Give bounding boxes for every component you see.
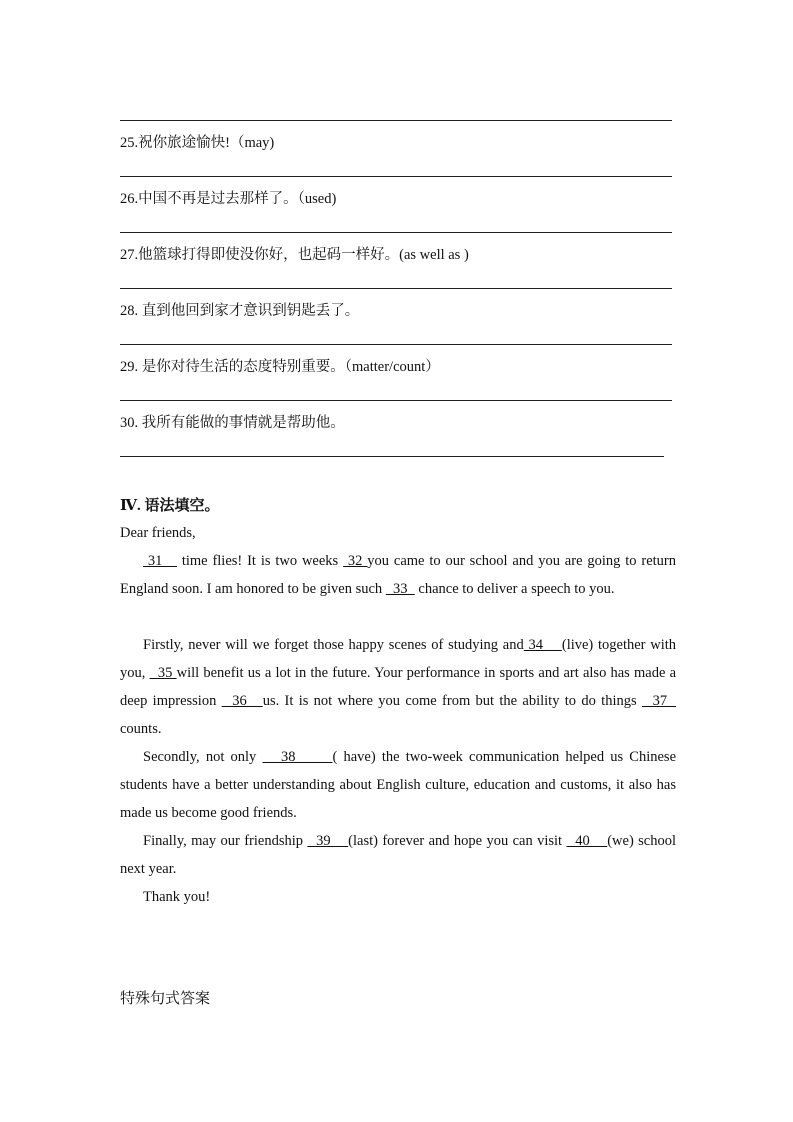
answer-line [120,400,672,401]
blank-40: 40 [566,833,608,849]
paragraph-text: (live) together with you, [120,637,677,681]
question-30: 30. 我所有能做的事情就是帮助他。 [120,415,345,431]
question-28: 28. 直到他回到家才意识到钥匙丢了。 [120,303,360,319]
letter-closing [120,883,676,911]
section-heading: Ⅳ. 语法填空。 [120,498,220,514]
answer-line [120,456,664,457]
question-25: 25.祝你旅途愉快!（may) [120,135,275,151]
paragraph-text: (we) school next year. [120,833,677,877]
paragraph-text: ( have) the two-week communication helped us Chinese students have a better understanding about English culture, education and customs, it also has made us become good friends. [120,749,677,821]
letter-greeting: Dear friends, [120,525,196,541]
answer-line [120,120,672,121]
paragraph-1 [120,547,676,603]
blank-32: 32 [343,553,368,569]
question-26: 26.中国不再是过去那样了。（used) [120,191,337,207]
paragraph-3 [120,743,676,827]
paragraph-text: Finally, may our friendship [143,833,308,849]
blank-35: 35 [149,665,177,681]
question-27: 27.他篮球打得即使没你好，也起码一样好。(as well as ) [120,247,469,263]
answer-line [120,232,672,233]
answer-section-title: 特殊句式答案 [120,991,211,1007]
paragraph-text: (last) forever and hope you can visit [348,833,567,849]
paragraph-text: counts. [120,721,162,737]
answer-line [120,176,672,177]
blank-36: 36 [221,693,263,709]
paragraph-text: you came to our school and you are going to return England soon. I am honored to be given such [120,553,677,597]
closing-text: Thank you! [143,889,211,905]
blank-31: 31 [143,553,177,569]
paragraph-text: Secondly, not only [143,749,263,765]
paragraph-text: time flies! It is two weeks [176,553,344,569]
paragraph-4 [120,827,676,883]
paragraph-2 [120,631,676,743]
paragraph-text: will benefit us a lot in the future. Your performance in sports and art also has made a deep impression [120,665,677,709]
blank-39: 39 [307,833,349,849]
blank-33: 33 [385,581,415,597]
answer-line [120,288,672,289]
blank-34: 34 [523,637,562,653]
answer-line [120,344,672,345]
paragraph-text: chance to deliver a speech to you. [414,581,615,597]
blank-38: 38 [262,749,333,765]
paragraph-text: us. It is not where you come from but the ability to do things [262,693,642,709]
paragraph-text: Firstly, never will we forget those happy scenes of studying and [143,637,524,653]
blank-37: 37 [641,693,676,709]
question-29: 29. 是你对待生活的态度特别重要。（matter/count） [120,359,440,375]
